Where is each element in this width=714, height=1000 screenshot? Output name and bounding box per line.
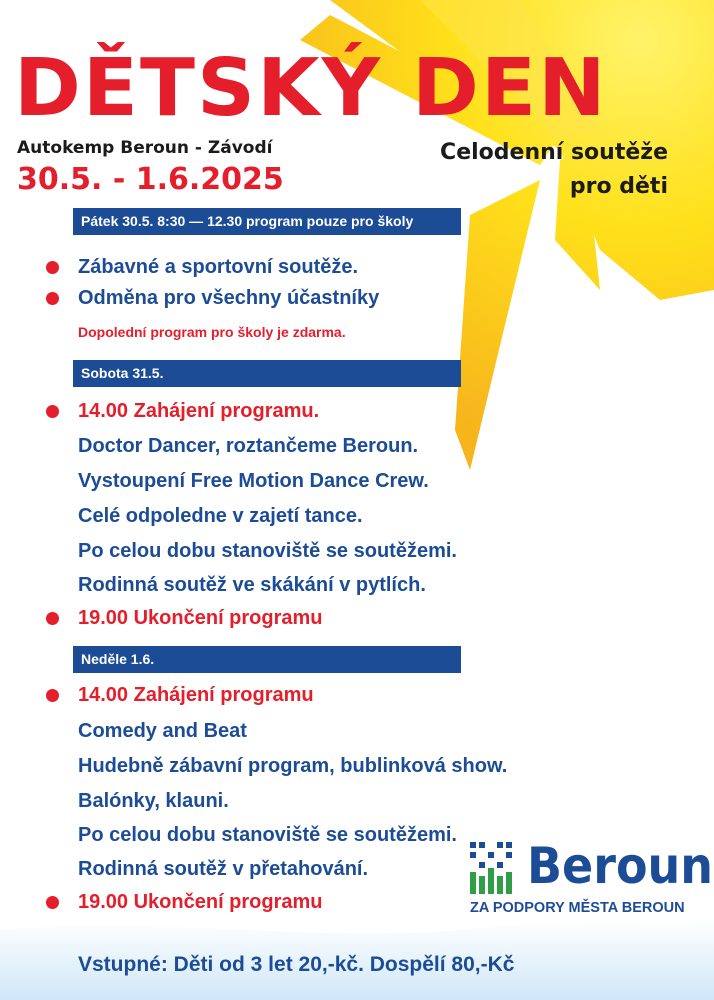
saturday-item: Vystoupení Free Motion Dance Crew. <box>78 470 429 492</box>
sunday-item: Po celou dobu stanoviště se soutěžemi. <box>78 824 457 846</box>
tagline <box>440 136 668 204</box>
sun-ray <box>455 180 540 470</box>
sunday-heading: Neděle 1.6. <box>73 646 461 673</box>
logo-subtitle: ZA PODPORY MĚSTA BEROUN <box>470 900 685 916</box>
friday-heading: Pátek 30.5. 8:30 — 12.30 program pouze pro školy <box>73 208 461 235</box>
event-title: DĚTSKÝ DEN <box>14 42 608 134</box>
sunday-item: Rodinná soutěž v přetahování. <box>78 858 369 880</box>
beroun-city-logo-icon <box>470 842 516 894</box>
logo-name: Beroun <box>527 837 714 895</box>
event-dates: 30.5. - 1.6.2025 <box>17 162 284 197</box>
saturday-item: Doctor Dancer, roztančeme Beroun. <box>78 435 419 457</box>
tagline-line-2: pro děti <box>569 174 668 199</box>
entry-fee: Vstupné: Děti od 3 let 20,-kč. Dospělí 80,-Kč <box>78 953 515 976</box>
bullet-icon <box>46 612 59 625</box>
bullet-icon <box>46 261 59 274</box>
sunday-end: 19.00 Ukončení programu <box>78 891 323 913</box>
bullet-icon <box>46 896 59 909</box>
saturday-item: Rodinná soutěž ve skákání v pytlích. <box>78 574 426 596</box>
sunday-item: Comedy and Beat <box>78 720 247 742</box>
friday-item: Zábavné a sportovní soutěže. <box>78 256 359 278</box>
bullet-icon <box>46 405 59 418</box>
sunday-item: Hudebně zábavní program, bublinková show. <box>78 755 508 777</box>
saturday-heading: Sobota 31.5. <box>73 360 461 387</box>
sunday-start: 14.00 Zahájení programu <box>78 684 314 706</box>
friday-note: Dopolední program pro školy je zdarma. <box>78 324 346 340</box>
bullet-icon <box>46 689 59 702</box>
sunday-item: Balónky, klauni. <box>78 790 229 812</box>
saturday-end: 19.00 Ukončení programu <box>78 607 323 629</box>
bullet-icon <box>46 292 59 305</box>
saturday-item: Celé odpoledne v zajetí tance. <box>78 505 363 527</box>
tagline-line-1: Celodenní soutěže <box>440 140 668 165</box>
friday-item: Odměna pro všechny účastníky <box>78 287 380 309</box>
saturday-item: Po celou dobu stanoviště se soutěžemi. <box>78 540 457 562</box>
saturday-start: 14.00 Zahájení programu. <box>78 400 320 422</box>
venue: Autokemp Beroun - Závodí <box>17 138 273 158</box>
